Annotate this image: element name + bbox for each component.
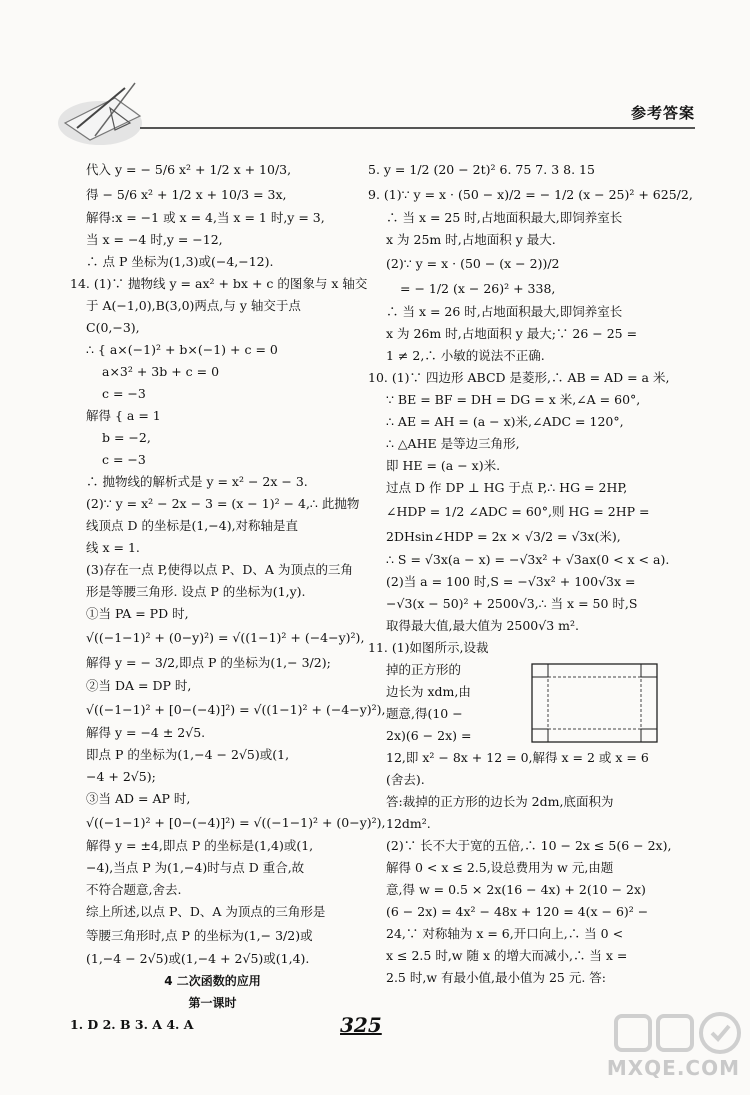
text-line: ∴ 当 x = 26 时,占地面积最大,即饲养室长	[386, 304, 623, 319]
text-line: (舍去).	[386, 772, 425, 787]
text-line: 解得 { a = 1	[86, 408, 161, 423]
text-line: 11. (1)如图所示,设裁	[368, 640, 489, 655]
text-line: 于 A(−1,0),B(3,0)两点,与 y 轴交于点	[86, 298, 301, 313]
text-line: 2DHsin∠HDP = 2x × √3/2 = √3x(米),	[386, 529, 621, 544]
section-title: 4 二次函数的应用	[164, 974, 261, 988]
text-line: 即点 P 的坐标为(1,−4 − 2√5)或(1,	[86, 747, 290, 762]
text-line: 2.5 时,w 有最小值,最小值为 25 元. 答:	[386, 970, 606, 985]
text-line: x ≤ 2.5 时,w 随 x 的增大而减小,∴ 当 x =	[386, 948, 628, 963]
lesson-title: 第一课时	[188, 996, 237, 1010]
text-line: ∴ △AHE 是等边三角形,	[386, 436, 520, 451]
text-line: 形是等腰三角形. 设点 P 的坐标为(1,y).	[86, 584, 306, 599]
text-line: 意,得 w = 0.5 × 2x(16 − 4x) + 2(10 − 2x)	[386, 882, 646, 897]
text-line: a×3² + 3b + c = 0	[102, 364, 220, 379]
text-line: 综上所述,以点 P、D、A 为顶点的三角形是	[86, 904, 326, 919]
text-line: 5. y = 1/2 (20 − 2t)² 6. 75 7. 3 8. 15	[368, 162, 595, 177]
text-line: √((−1−1)² + (0−y)²) = √((1−1)² + (−4−y)²),	[86, 630, 365, 645]
text-line: ∵ BE = BF = DH = DG = x 米,∠A = 60°,	[386, 392, 641, 407]
text-line: 边长为 xdm,由	[386, 684, 471, 699]
text-line: 等腰三角形时,点 P 的坐标为(1,− 3/2)或	[86, 928, 313, 943]
text-line: (2)当 a = 100 时,S = −√3x² + 100√3x =	[386, 574, 636, 589]
header-rule	[140, 127, 695, 129]
text-line: c = −3	[102, 452, 146, 467]
text-line: = − 1/2 (x − 26)² + 338,	[400, 281, 556, 296]
text-line: C(0,−3),	[86, 320, 140, 335]
page-title: 参考答案	[630, 104, 695, 122]
text-line: 12dm².	[386, 816, 431, 831]
text-line: (2)∵ y = x · (50 − (x − 2))/2	[386, 256, 560, 271]
text-line: 答:裁掉的正方形的边长为 2dm,底面积为	[386, 794, 614, 809]
text-line: (6 − 2x) = 4x² − 48x + 120 = 4(x − 6)² −	[386, 904, 649, 919]
text-line: (2)∵ y = x² − 2x − 3 = (x − 1)² − 4,∴ 此抛物	[86, 496, 360, 511]
text-line: 得 − 5/6 x² + 1/2 x + 10/3 = 3x,	[86, 187, 287, 202]
text-line: 当 x = −4 时,y = −12,	[86, 232, 223, 247]
text-line: √((−1−1)² + [0−(−4)]²) = √((1−1)² + (−4−y)²),	[86, 702, 386, 717]
text-line: 掉的正方形的	[386, 662, 462, 677]
text-line: ∴ 抛物线的解析式是 y = x² − 2x − 3.	[86, 474, 308, 489]
text-line: ③当 AD = AP 时,	[86, 791, 191, 806]
text-line: ∴ 当 x = 25 时,占地面积最大,即饲养室长	[386, 210, 623, 225]
answer-line: 1. D 2. B 3. A 4. A	[70, 1017, 194, 1032]
text-line: 即 HE = (a − x)米.	[386, 458, 501, 473]
text-line: 解得 0 < x ≤ 2.5,设总费用为 w 元,由题	[386, 860, 614, 875]
text-line: 取得最大值,最大值为 2500√3 m².	[386, 618, 579, 633]
text-line: √((−1−1)² + [0−(−4)]²) = √((−1−1)² + (0−y)²),	[86, 815, 386, 830]
text-line: ∴ 点 P 坐标为(1,3)或(−4,−12).	[86, 254, 274, 269]
text-line: 解得 y = −4 ± 2√5.	[86, 725, 206, 740]
text-line: 2x)(6 − 2x) =	[386, 728, 472, 743]
text-line: 14. (1)∵ 抛物线 y = ax² + bx + c 的图象与 x 轴交	[70, 276, 368, 291]
box-net-diagram-icon	[531, 663, 658, 743]
text-line: 代入 y = − 5/6 x² + 1/2 x + 10/3,	[86, 162, 292, 177]
drafting-tools-icon	[55, 78, 150, 148]
text-line: −4 + 2√5);	[86, 769, 156, 784]
watermark-text: MXQE.COM	[606, 1056, 740, 1080]
text-line: 24,∵ 对称轴为 x = 6,开口向上,∴ 当 0 <	[386, 926, 624, 941]
text-line: 解得:x = −1 或 x = 4,当 x = 1 时,y = 3,	[86, 210, 325, 225]
page-number: 325	[340, 1013, 382, 1037]
text-line: −√3(x − 50)² + 2500√3,∴ 当 x = 50 时,S	[386, 596, 638, 611]
text-line: 线顶点 D 的坐标是(1,−4),对称轴是直	[86, 518, 299, 533]
text-line: (1,−4 − 2√5)或(1,−4 + 2√5)或(1,4).	[86, 951, 310, 966]
text-line: 线 x = 1.	[86, 540, 140, 555]
text-line: 过点 D 作 DP ⊥ HG 于点 P,∴ HG = 2HP,	[386, 480, 628, 495]
text-line: c = −3	[102, 386, 146, 401]
text-line: −4),当点 P 为(1,−4)时与点 D 重合,故	[86, 860, 305, 875]
text-line: x 为 26m 时,占地面积 y 最大;∵ 26 − 25 =	[386, 326, 638, 341]
text-line: 题意,得(10 −	[386, 706, 463, 721]
text-line: (3)存在一点 P,使得以点 P、D、A 为顶点的三角	[86, 562, 353, 577]
text-line: 10. (1)∵ 四边形 ABCD 是菱形,∴ AB = AD = a 米,	[368, 370, 670, 385]
text-line: ∴ { a×(−1)² + b×(−1) + c = 0	[86, 342, 278, 357]
text-line: 9. (1)∵ y = x · (50 − x)/2 = − 1/2 (x − 25)² + 625/2,	[368, 187, 693, 202]
page-header	[0, 0, 750, 150]
text-line: 1 ≠ 2,∴ 小敏的说法不正确.	[386, 348, 545, 363]
right-column	[368, 160, 693, 992]
text-line: 不符合题意,舍去.	[86, 882, 182, 897]
text-line: ①当 PA = PD 时,	[86, 606, 189, 621]
text-line: ②当 DA = DP 时,	[86, 678, 192, 693]
text-line: 12,即 x² − 8x + 12 = 0,解得 x = 2 或 x = 6	[386, 750, 649, 765]
text-line: ∠HDP = 1/2 ∠ADC = 60°,则 HG = 2HP =	[386, 504, 650, 519]
text-line: b = −2,	[102, 430, 151, 445]
text-line: 解得 y = − 3/2,即点 P 的坐标为(1,− 3/2);	[86, 655, 331, 670]
text-line: (2)∵ 长不大于宽的五倍,∴ 10 − 2x ≤ 5(6 − 2x),	[386, 838, 672, 853]
text-line: x 为 25m 时,占地面积 y 最大.	[386, 232, 556, 247]
text-line: ∴ S = √3x(a − x) = −√3x² + √3ax(0 < x < a).	[386, 552, 670, 567]
text-line: ∴ AE = AH = (a − x)米,∠ADC = 120°,	[386, 414, 624, 429]
text-line: 解得 y = ±4,即点 P 的坐标是(1,4)或(1,	[86, 838, 314, 853]
